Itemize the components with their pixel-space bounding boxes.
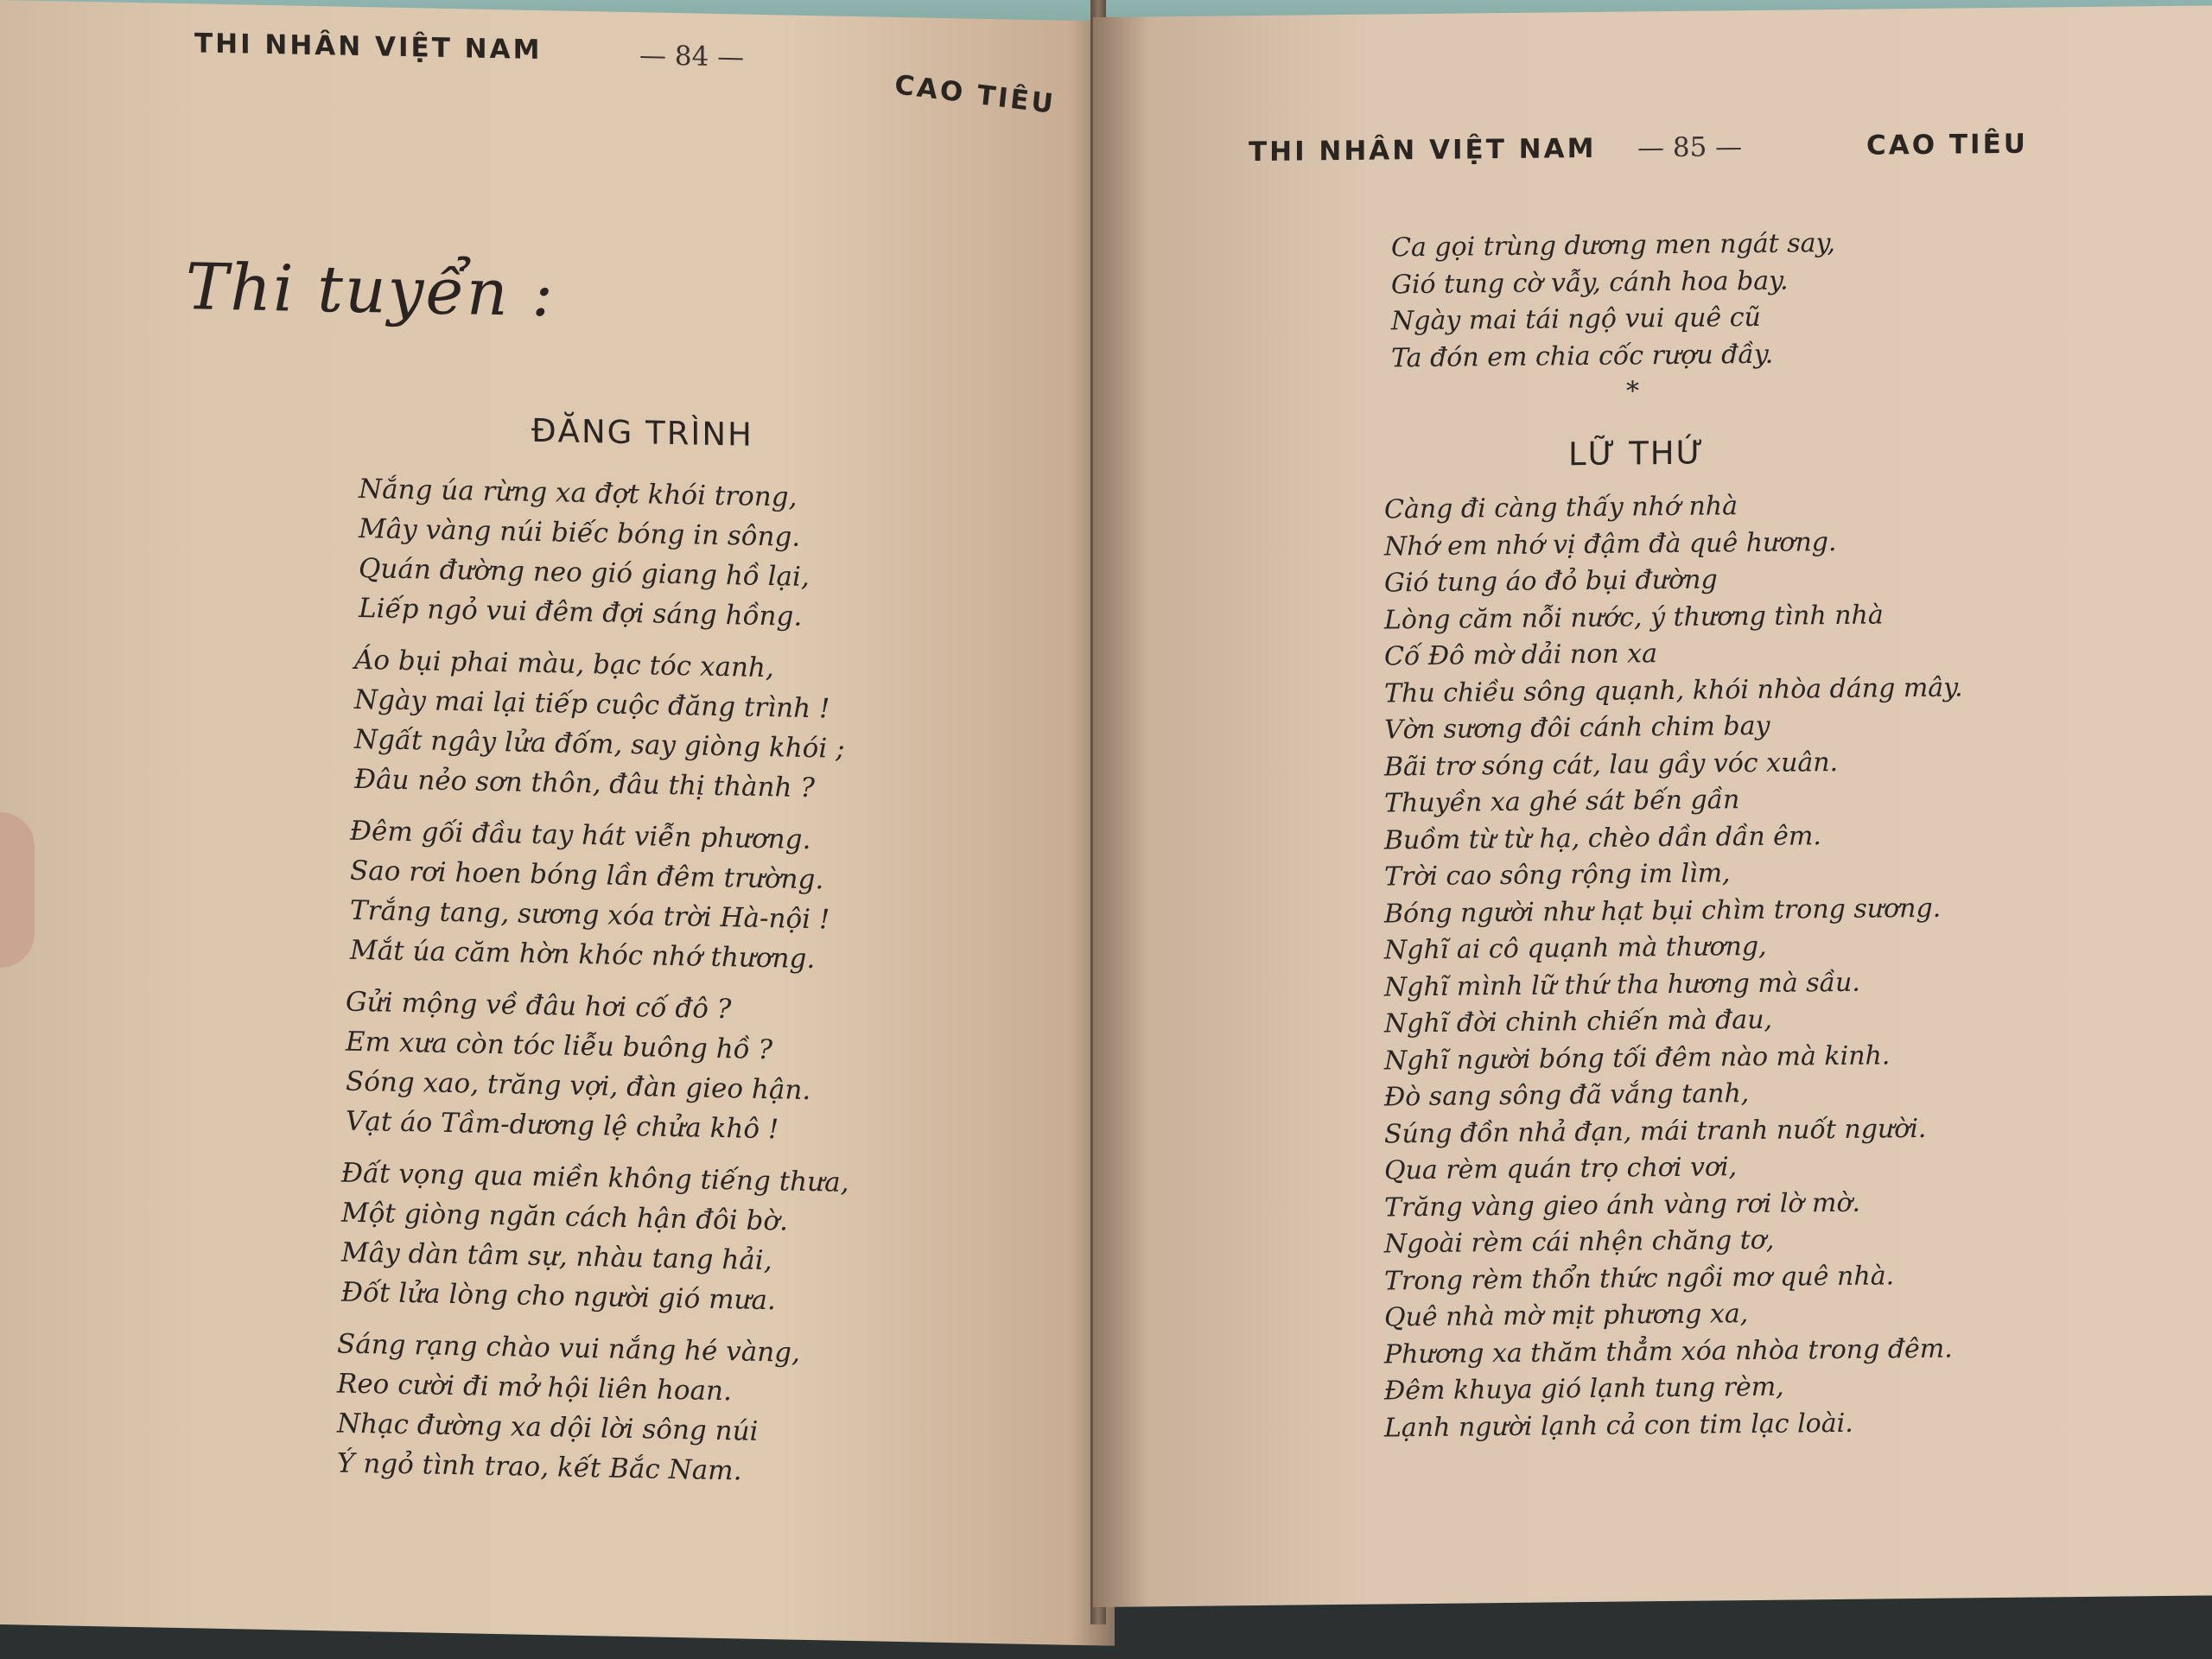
poem-line: Lạnh người lạnh cả con tim lạc loài. xyxy=(1384,1408,1853,1443)
section-separator: * xyxy=(1626,376,1639,407)
poem-line: Trắng tang, sương xóa trời Hà-nội ! xyxy=(350,894,830,936)
poem-line: Mây dàn tâm sự, nhàu tang hải, xyxy=(341,1236,772,1277)
poem-line: Gửi mộng về đâu hơi cố đô ? xyxy=(346,986,732,1026)
section-title: Thi tuyển : xyxy=(186,250,556,332)
poem-line: Trời cao sông rộng im lìm, xyxy=(1384,858,1731,893)
poem-line: Một giòng ngăn cách hận đôi bờ. xyxy=(341,1197,788,1237)
page-number: — 84 — xyxy=(639,40,745,73)
poem-line: Ca gọi trùng dương men ngát say, xyxy=(1391,228,1836,264)
poem-line: Mây vàng núi biếc bóng in sông. xyxy=(359,512,801,553)
poem-line: Đốt lửa lòng cho người gió mưa. xyxy=(341,1276,776,1317)
poem-line: Sao rơi hoen bóng lần đêm trường. xyxy=(350,855,824,896)
poem-line: Quán đường neo gió giang hồ lại, xyxy=(359,552,810,593)
poem-line: Cố Đô mờ dải non xa xyxy=(1384,639,1657,672)
poem-line: Nghĩ đời chinh chiến mà đau, xyxy=(1384,1004,1773,1039)
poem-line: Thuyền xa ghé sát bến gần xyxy=(1384,785,1740,819)
poem-line: Ngày mai lại tiếp cuộc đăng trình ! xyxy=(354,683,830,725)
poem-line: Ý ngỏ tình trao, kết Bắc Nam. xyxy=(337,1447,742,1487)
poem-line: Lòng căm nỗi nước, ý thương tình nhà xyxy=(1384,599,1884,635)
poem-title: ĐĂNG TRÌNH xyxy=(531,411,753,454)
poem-line: Qua rèm quán trọ chơi vơi, xyxy=(1384,1152,1738,1186)
poem-line: Nhớ em nhớ vị đậm đà quê hương. xyxy=(1384,526,1837,562)
poem-line: Phương xa thăm thẳm xóa nhòa trong đêm. xyxy=(1384,1333,1953,1370)
poem-line: Đêm gối đầu tay hát viễn phương. xyxy=(350,815,811,856)
poem-line: Đò sang sông đã vắng tanh, xyxy=(1384,1078,1750,1113)
poem-line: Đâu nẻo sơn thôn, đâu thị thành ? xyxy=(354,763,815,804)
poem-line: Bãi trơ sóng cát, lau gầy vóc xuân. xyxy=(1384,747,1839,782)
poem-line: Trong rèm thổn thức ngồi mơ quê nhà. xyxy=(1384,1260,1895,1296)
poem-line: Áo bụi phai màu, bạc tóc xanh, xyxy=(354,644,774,684)
poem-line: Súng đồn nhả đạn, mái tranh nuốt người. xyxy=(1384,1113,1927,1149)
thumb xyxy=(0,812,35,968)
stanza-2 xyxy=(354,640,845,809)
poem-line: Nghĩ mình lữ thứ tha hương mà sầu. xyxy=(1384,967,1860,1002)
stanza-6 xyxy=(337,1324,800,1491)
poem-line: Nhạc đường xa dội lời sông núi xyxy=(337,1408,759,1447)
poem-line: Em xưa còn tóc liễu buông hồ ? xyxy=(346,1026,773,1066)
running-head-right: CAO TIÊU xyxy=(893,69,1058,121)
running-head-left: THI NHÂN VIỆT NAM xyxy=(1249,132,1597,168)
running-head-right: CAO TIÊU xyxy=(1866,128,2028,162)
stanza-4 xyxy=(346,982,810,1150)
poem-line: Nghĩ người bóng tối đêm nào mà kinh. xyxy=(1384,1039,1891,1076)
poem-line: Gió tung áo đỏ bụi đường xyxy=(1384,564,1718,599)
poem-line: Ngất ngây lửa đốm, say giòng khói ; xyxy=(354,723,845,765)
poem-line: Đất vọng qua miền không tiếng thưa, xyxy=(341,1157,849,1198)
poem-line: Vạt áo Tầm-dương lệ chửa khô ! xyxy=(346,1105,779,1146)
poem-title: LỮ THỨ xyxy=(1568,434,1706,474)
poem-line: Ngày mai tái ngộ vui quê cũ xyxy=(1391,302,1761,337)
poem-line: Nghĩ ai cô quạnh mà thương, xyxy=(1384,931,1767,966)
poem-line: Càng đi càng thấy nhớ nhà xyxy=(1384,491,1738,525)
poem-line: Sóng xao, trăng vợi, đàn gieo hận. xyxy=(346,1065,811,1107)
stanza-5 xyxy=(341,1154,849,1322)
poem-line: Sáng rạng chào vui nắng hé vàng, xyxy=(337,1328,800,1369)
right-page xyxy=(1093,5,2212,1607)
poem-line: Ngoài rèm cái nhện chăng tơ, xyxy=(1384,1224,1775,1260)
poem-line: Thu chiều sông quạnh, khói nhòa dáng mây. xyxy=(1384,671,1963,709)
poem-line: Quê nhà mờ mịt phương xa, xyxy=(1384,1299,1749,1333)
stanza-1 xyxy=(359,469,810,637)
page-number: — 85 — xyxy=(1637,131,1743,164)
poem-line: Bóng người như hạt bụi chìm trong sương. xyxy=(1384,893,1942,929)
poem-line: Vờn sương đôi cánh chim bay xyxy=(1384,710,1770,746)
poem-line: Reo cười đi mở hội liên hoan. xyxy=(337,1368,732,1408)
running-head-left: THI NHÂN VIỆT NAM xyxy=(194,28,543,67)
stanza-3 xyxy=(350,811,830,980)
poem-line: Gió tung cờ vẫy, cánh hoa bay. xyxy=(1391,265,1789,300)
poem-line: Nắng úa rừng xa đợt khói trong, xyxy=(359,473,798,513)
poem-body xyxy=(1384,486,1963,1446)
poem-line: Trăng vàng gieo ánh vàng rơi lờ mờ. xyxy=(1384,1187,1861,1223)
poem-line: Buồm từ từ hạ, chèo dần dần êm. xyxy=(1384,820,1821,855)
poem-line: Đêm khuya gió lạnh tung rèm, xyxy=(1384,1371,1784,1407)
poem-line: Mắt úa căm hờn khóc nhớ thương. xyxy=(350,934,816,976)
poem-line: Ta đón em chia cốc rượu đầy. xyxy=(1391,339,1774,373)
poem-line: Liếp ngỏ vui đêm đợi sáng hồng. xyxy=(359,592,803,632)
top-stanza xyxy=(1391,226,1835,377)
